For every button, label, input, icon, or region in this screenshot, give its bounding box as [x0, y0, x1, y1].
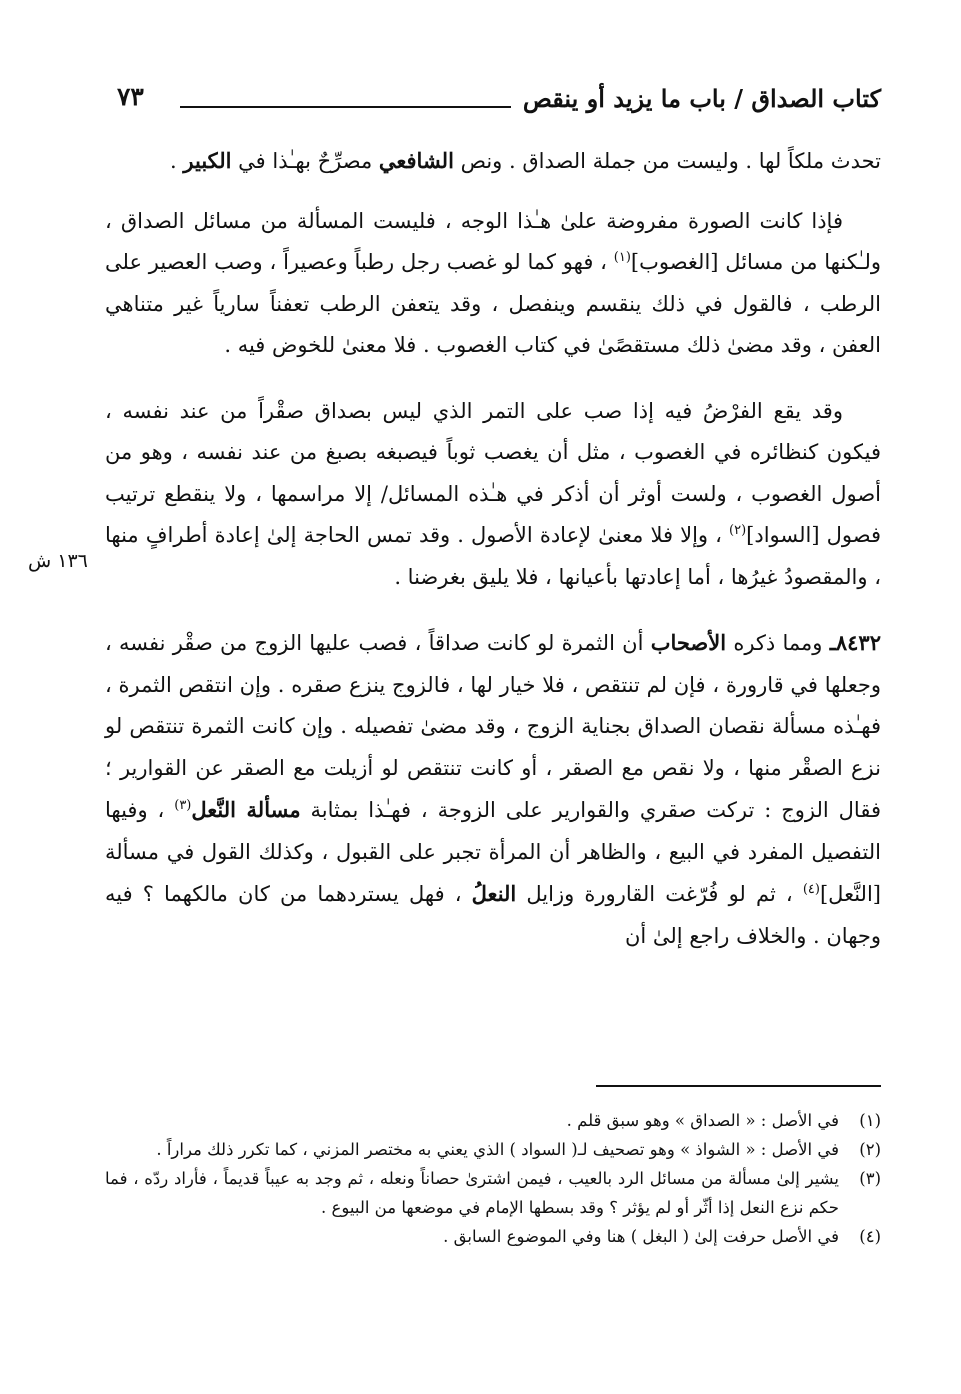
running-header: [105, 80, 881, 120]
text-run: ، وفيها التفصيل المفرد في البيع ، والظاهر أن المرأة تجبر على القبول ، وكذلك القول في مسألة [النَّعل]: [105, 798, 881, 906]
footnote-text: في الأصل حرفت إلىٰ ( البغل ) هنا وفي الموضوع السابق .: [443, 1227, 839, 1246]
bold-term: النعلُ: [471, 881, 517, 906]
text-run: ، فهل يستردهما من كان مالكهما ؟ فيه وجهان . والخلاف راجع إلىٰ أن: [105, 882, 881, 948]
footnote-number: (٣): [859, 1169, 881, 1188]
text-run: أن الثمرة لو كانت صداقاً ، فصب عليها الزوج من صقْر نفسه ، وجعلها في قارورة ، فإن لم تنتقص ، فلا خيار لها ، فالزوج ينزع صقره . وإن انتقص الثمرة ، فهـٰذه مسألة نقصان الصداق بجناية الزوج ، وقد مضىٰ تفصيله . وإن كانت الثمرة تنتقص لو نزع الصقْر منها ، ولا نقص مع الصقر ، أو كانت تنتقص لو أزيلت مع الصقر عن القوارير ؛ فقال الزوج : تركت صقري والقوارير على الزوجة ، فهـٰذا بمثابة: [105, 631, 881, 822]
text-run: ، ثم لو فُرّغت القارورة وزايل: [516, 882, 803, 906]
footnote-2: [105, 1135, 881, 1164]
bold-book-title: الكبير: [183, 148, 232, 173]
header-rule: [180, 106, 511, 108]
footnotes: [105, 1106, 881, 1251]
text-run: تحدث ملكاً لها . وليست من جملة الصداق . ونص: [453, 149, 881, 173]
bold-name: الشافعي: [378, 148, 454, 173]
header-title: كتاب الصداق / باب ما يزيد أو ينقص: [522, 84, 881, 113]
footnote-ref-4[interactable]: (٤): [802, 882, 820, 897]
paragraph-3: [105, 622, 881, 957]
bold-term: مسألة النَّعل: [191, 797, 301, 822]
footnote-ref-2[interactable]: (٢): [729, 523, 747, 538]
footnote-text: في الأصل : « الشواذ » وهو تصحيف لـ( السواد ) الذي يعني به مختصر المزني ، كما تكرر ذلك مراراً .: [156, 1140, 839, 1159]
footnote-number: (٤): [859, 1227, 881, 1246]
margin-folio-note: ١٣٦ ش: [28, 550, 88, 572]
paragraph-2: [105, 391, 881, 599]
paragraph-0: [105, 140, 881, 183]
text-run: مصرِّحٌ بهـٰذا في: [231, 149, 379, 173]
main-text: [105, 140, 881, 957]
text-run: ، فهو كما لو غصب رجل رطباً وعصيراً ، وصب العصير على الرطب ، فالقول في ذلك ينقسم وينفصل ، وقد يتعفن الرطب تعفناً سارياً غير متناهي العفن ، وقد مضىٰ ذلك مستقصًىٰ في كتاب الغصوب . فلا معنىٰ للخوض فيه .: [105, 250, 881, 357]
text-run: ومما ذكره: [726, 631, 830, 655]
text-run: .: [170, 149, 184, 173]
text-run: فإذا كانت الصورة مفروضة علىٰ هـٰذا الوجه ، فليست المسألة من مسائل الصداق ، ولـٰكنها من مسائل [الغصوب]: [105, 208, 881, 274]
text-run: ، وإلا فلا معنىٰ لإعادة الأصول . وقد تمس الحاجة إلىٰ إعادة أطرافٍ منها ، والمقصودُ غيرُها ، أما إعادتها بأعيانها ، فلا يليق بغرضنا .: [105, 523, 881, 589]
footnote-text: يشير إلىٰ مسألة من مسائل الرد بالعيب ، فيمن اشترىٰ حصاناً ونعله ، ثم وجد به عيباً قديماً ، فأراد ردّه ، فما حكم نزع النعل إذا أثّر أو لم يؤثر ؟ وقد بسطها الإمام في موضعها من البيوع .: [105, 1169, 839, 1217]
footnote-1: [105, 1106, 881, 1135]
bold-term: الأصحاب: [650, 630, 727, 655]
page-number: ٧٣: [117, 82, 144, 111]
footnote-4: [105, 1222, 881, 1251]
footnote-3: [105, 1164, 881, 1222]
text-run: وقد يقع الفرْضُ فيه إذا صب على التمر الذي ليس بصداق صقْراً من عند نفسه ، فيكون كنظائره في الغصوب ، مثل أن يغصب ثوباً فيصبغه بصبغ من عند نفسه ، وهو من أصول الغصوب ، ولست أوثر أن أذكر في هـٰذه المسائل/ إلا مراسمها ، ولا ينقطع ترتيب فصول [السواد]: [105, 398, 881, 547]
footnote-ref-1[interactable]: (١): [613, 250, 631, 265]
footnote-ref-3[interactable]: (٣): [174, 798, 192, 813]
footnote-number: (١): [859, 1111, 881, 1130]
issue-number: ٨٤٣٢ـ: [829, 630, 881, 655]
footnote-text: في الأصل : « الصداق » وهو سبق قلم .: [566, 1111, 839, 1130]
footnote-number: (٢): [859, 1140, 881, 1159]
paragraph-1: [105, 201, 881, 367]
footnote-separator: [596, 1085, 881, 1087]
